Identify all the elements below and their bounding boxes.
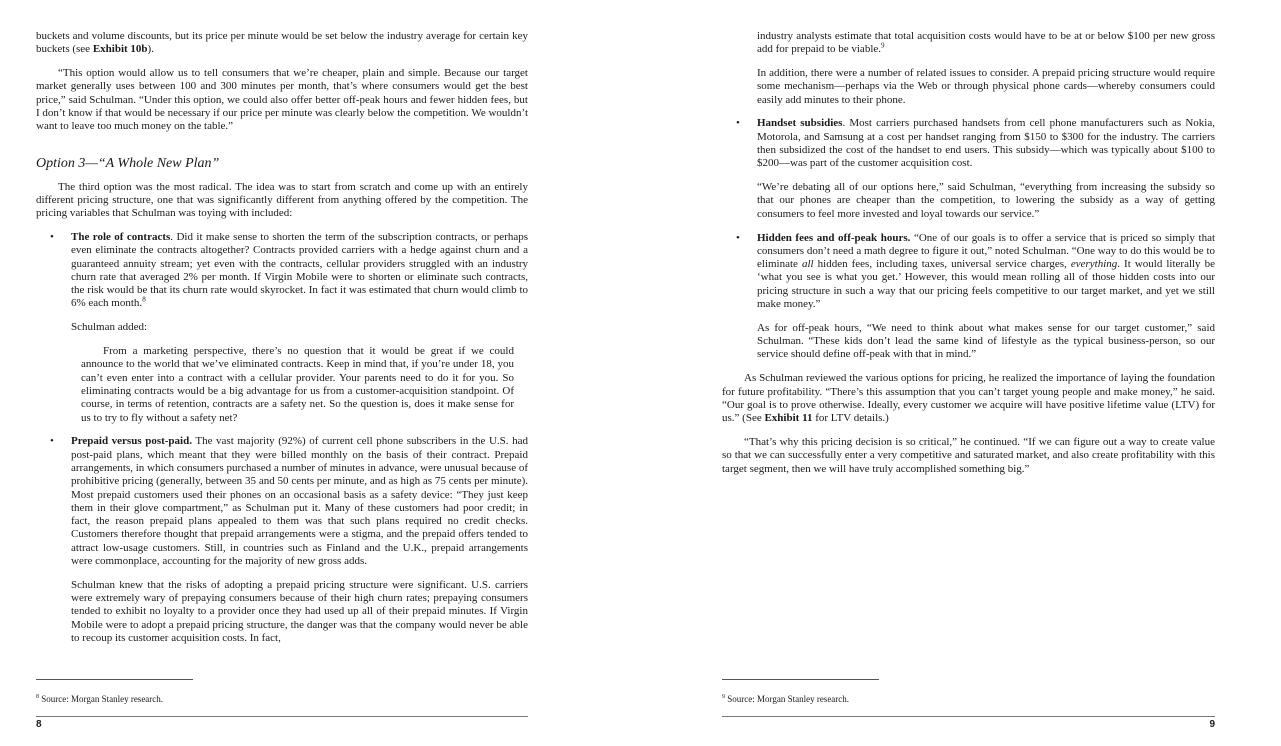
footnote-rule <box>36 679 193 680</box>
exhibit-ref: Exhibit 11 <box>764 412 813 425</box>
bullet-handset-quote: “We’re debating all of our options here,” said Schulman, “everything from increasing the subsidy so that our phones are cheaper than the competition, to lowering the subsidy as a way of getting consumers to feel more invested and loyal towards our service.” <box>757 181 1215 220</box>
bullet-contracts <box>36 231 528 335</box>
bullet-dot: • <box>736 231 740 244</box>
right-page-body <box>722 30 1215 486</box>
page-rule <box>36 716 528 717</box>
footnote-rule <box>722 679 879 680</box>
left-page <box>36 0 528 746</box>
bullet-handset <box>722 117 1215 221</box>
paragraph-continued: industry analysts estimate that total acquisition costs would have to be at or below $100 per new gross add for prepaid to be viable.$^9$ <box>757 30 1215 56</box>
left-page-body <box>36 30 528 656</box>
paragraph-intro: buckets and volume discounts, but its price per minute would be set below the industry average for certain key buckets (see Exhibit 10b). <box>36 30 528 56</box>
section-heading: Option 3—“A Whole New Plan” <box>36 155 220 171</box>
bullet-hidden-text: Hidden fees and off-peak hours. “One of our goals is to offer a service that is priced so simply that consumers don’t need a math degree to figure it out,” noted Schulman. “One way to do this would be to eliminate all hidden fees, including taxes, universal service charges, everything. It would literally be ‘what you see is what you get.’ However, this would mean rolling all of those hidden costs into our pricing structure in such a way that our pricing feels competitive to our target market, and yet we still make money.” <box>757 231 1216 311</box>
bullet-hidden-para2: As for off-peak hours, “We need to think about what makes sense for our target customer,” said Schulman. “These kids don’t lead the same kind of lifestyle as the typical business-person, so our service should define off-peak with that in mind.” <box>757 321 1215 361</box>
footnote: $^9$ Source: Morgan Stanley research. <box>722 694 850 704</box>
bullet-dot: • <box>50 230 54 243</box>
bullet-prepaid-para2: Schulman knew that the risks of adopting a prepaid pricing structure were significant. U.S. carriers were extremely wary of prepaying consumers because of their high churn rates; prepaying consumers tended to exhibit no loyalty to a provider once they had used up all of their prepaid minutes. If Virgin Mobile were to adopt a prepaid pricing structure, the danger was that the company would never be able to recoup its customer acquisition costs. In fact, <box>71 578 528 644</box>
exhibit-ref: Exhibit 10b <box>92 43 148 56</box>
paragraph-review: As Schulman reviewed the various options for pricing, he realized the importance of laying the foundation for future profitability. “There’s this assumption that you can’t target young people and make money,” he said. “Our goal is to prove otherwise. Ideally, every customer we acquire will have positive lifetime value (LTV) for us.” (See Exhibit 11 for LTV details.) <box>722 372 1215 425</box>
paragraph-third-option: The third option was the most radical. The idea was to start from scratch and come up with an entirely different pricing structure, one that was significantly different from anything offered by the competition. The pricing variables that Schulman was toying with included: <box>36 180 528 220</box>
paragraph-final: “That’s why this pricing decision is so critical,” he continued. “If we can figure out a way to create value so that we can successfully enter a very competitive and saturated market, and also create profitability with this target segment, then we will have truly accomplished something big.” <box>722 435 1215 475</box>
page-number: 9 <box>1209 719 1215 730</box>
bullet-prepaid-text: Prepaid versus post-paid. The vast majority (92%) of current cell phone subscribers in the U.S. had post-paid plans, which meant that they were billed monthly on the basis of their contract. Prepaid arrangements, in which consumers purchased a number of minutes in advance, were unusual because of prohibitive pricing (generally, between 35 and 50 cents per minute, and as high as 75 cents per minute). Most prepaid customers used their phones on an occasional basis as a safety device: “They just keep them in their glove compartment,” as Schulman put it. Many of these customers had poor credit; in fact, the reason prepaid plans appealed to them was that such plans required no credit checks. Customers therefore thought that prepaid arrangements were a stigma, and the prepaid offers tended to attract low-usage customers. Still, in countries such as Finland and the U.K., prepaid arrangements were commonplace, accounting for the majority of new gross adds. <box>71 435 528 567</box>
bullet-dot: • <box>50 435 54 448</box>
block-quote: From a marketing perspective, there’s no question that it would be great if we could announce to the world that we’ve eliminated contracts. Keep in mind that, if you’re under 18, you can’t even enter into a contract with a cellular provider. Your parents need to do it for you. So eliminating contracts would be a big advantage for us from a customer-acquisition standpoint. Of course, in terms of retention, contracts are a safety net. So the question is, does it make sense for us to try to fly without a safety net? <box>81 345 514 424</box>
footnote-ref: 9 <box>881 41 885 50</box>
page-rule <box>722 716 1215 717</box>
paragraph-addition: In addition, there were a number of related issues to consider. A prepaid pricing structure would require some mechanism—perhaps via the Web or through physical phone cards—whereby consumers could easily add minutes to their phone. <box>757 67 1215 106</box>
page-number: 8 <box>36 719 42 730</box>
footnote: $^8$ Source: Morgan Stanley research. <box>36 694 164 704</box>
bullet-hidden-fees <box>722 232 1215 362</box>
bullet-contracts-text: The role of contracts. Did it make sense to shorten the term of the subscription contracts, or perhaps even eliminate the contracts altogether? Contracts provided carriers with a hedge against churn and a guaranteed annuity stream; yet even with the contracts, cellular providers struggled with an industry churn rate that averaged 2% per month. If Virgin Mobile were to shorten or eliminate such contracts, the risk would be that its churn rate would skyrocket. In fact it was estimated that churn would climb to 6% each month.$^8$ <box>71 230 528 310</box>
bullet-dot: • <box>736 117 740 130</box>
footnote-ref: 8 <box>142 295 146 304</box>
bullet-prepaid <box>36 435 528 645</box>
paragraph-quote: “This option would allow us to tell consumers that we’re cheaper, plain and simple. Because our target market generally uses between 100 and 300 minutes per month, that’s where consumers would get the best price,” said Schulman. “Under this option, we could also offer better off-peak hours and fewer hidden fees, but I don’t know if that would be necessary if our price per minute was clearly below the competition. We wouldn’t want to leave too much money on the table.” <box>36 67 528 133</box>
schulman-added: Schulman added: <box>71 321 148 334</box>
bullet-handset-text: Handset subsidies. Most carriers purchased handsets from cell phone manufacturers such as Nokia, Motorola, and Samsung at a cost per handset ranging from $150 to $300 for the industry. The carriers then subsidized the cost of the handset to end users. This subsidy—which was typically about $100 to $200—was part of the customer acquisition cost. <box>757 117 1215 170</box>
right-page <box>722 0 1215 746</box>
